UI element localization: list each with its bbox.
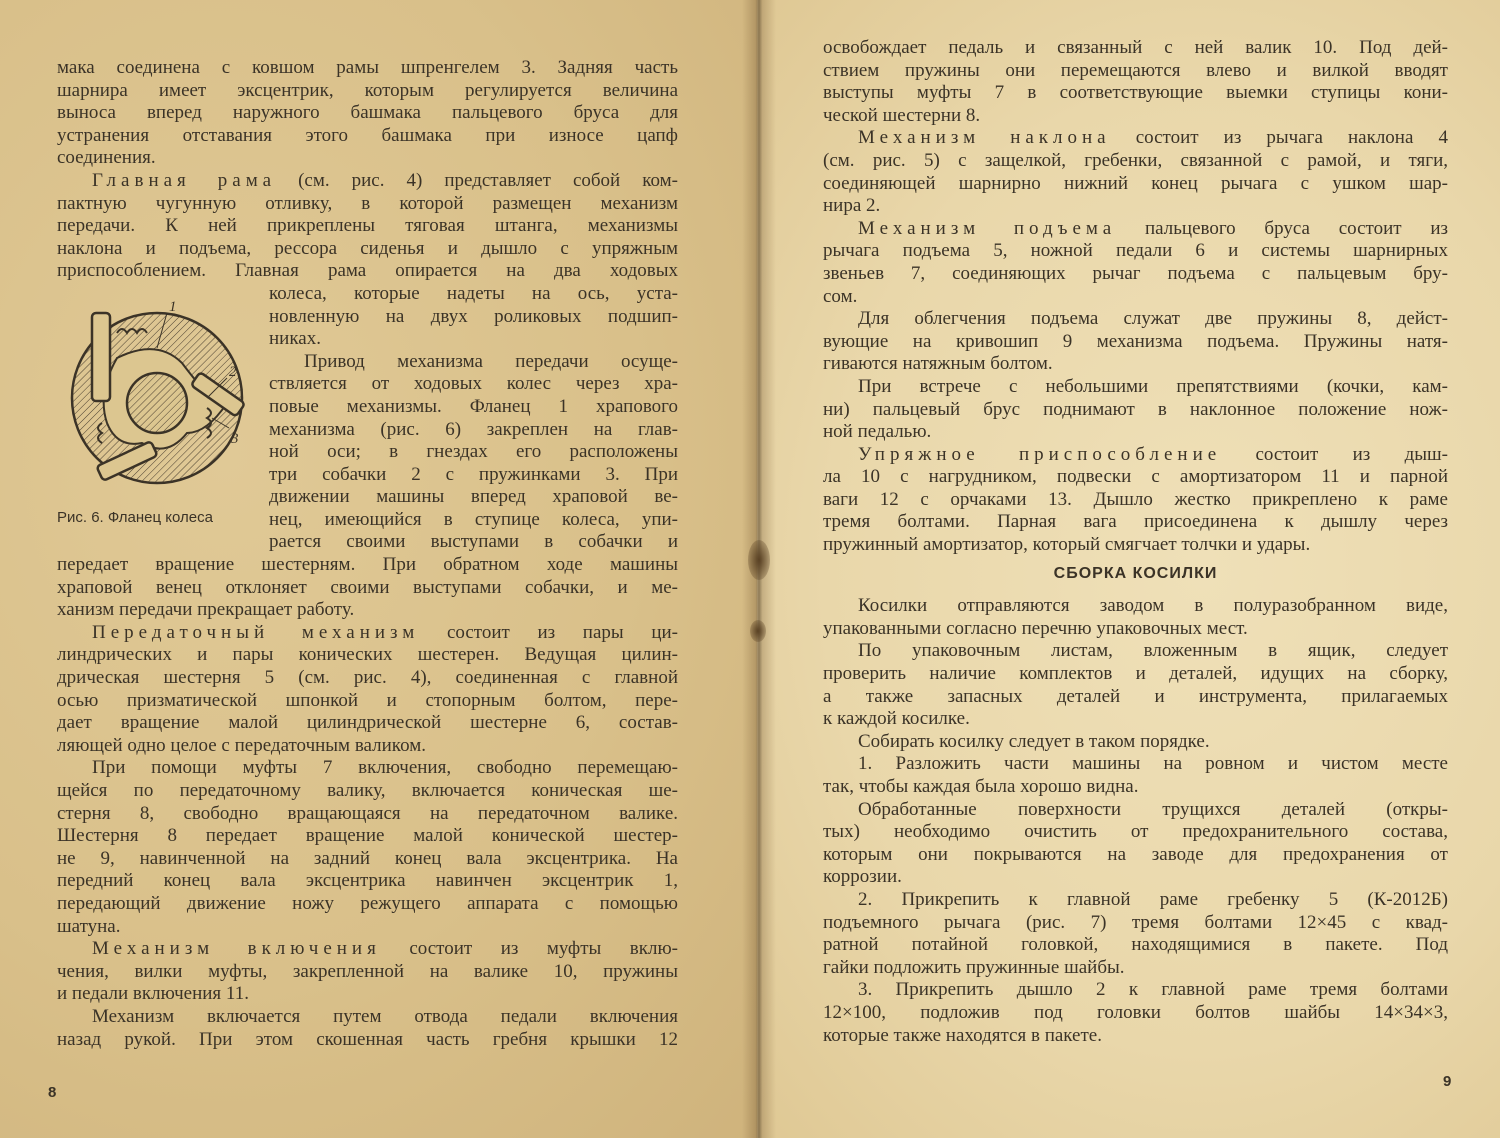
text-line	[57, 757, 678, 780]
line-text: 2. Прикрепить к главной раме гребенку 5 (К-2012Б)	[858, 888, 1448, 910]
spaced-term: Главная рама	[92, 169, 277, 191]
line-text: ствляется от ходовых колес через хра-	[269, 373, 678, 395]
line-text: ляющей одно целое с передаточным валиком.	[57, 734, 426, 756]
line-text: передачи. К ней прикреплены тяговая штанга, механизмы	[57, 215, 678, 237]
line-text: передающий движение ножу режущего аппарата с помощью	[57, 892, 678, 914]
paragraph	[57, 938, 678, 1006]
text-line	[57, 916, 678, 939]
spaced-term: Механизм включения	[92, 938, 381, 960]
figure-caption: Рис. 6. Фланец колеса	[57, 508, 213, 526]
text-line	[823, 263, 1448, 286]
text-line	[823, 308, 1448, 331]
paragraph	[823, 595, 1448, 640]
figure-label: 3	[231, 430, 239, 447]
paragraph	[823, 799, 1448, 889]
line-text: устранения отставания этого башмака при износе цапф	[57, 124, 678, 146]
text-line	[823, 618, 1448, 641]
line-text: осью призматической шпонкой и стопорным болтом, пере-	[57, 689, 678, 711]
text-line	[57, 577, 678, 600]
line-text: пальцевого бруса состоит из	[1116, 217, 1448, 239]
line-text: новленную на двух роликовых подшип-	[269, 305, 678, 327]
text-line	[823, 663, 1448, 686]
left-page-text	[57, 57, 678, 1051]
line-text: чения, вилки муфты, закрепленной на валике 10, пружины	[57, 960, 678, 982]
line-text: передний конец вала эксцентрика навинчен эксцентрик 1,	[57, 870, 678, 892]
text-line	[57, 622, 678, 645]
text-line	[57, 848, 678, 871]
line-text: 12×100, подложив под головки болтов шайбы 14×34×3,	[823, 1001, 1448, 1023]
line-text: ханизм передачи прекращает работу.	[57, 599, 355, 621]
text-line	[823, 444, 1448, 467]
text-line	[823, 731, 1448, 754]
line-text: ла 10 с нагрудником, подвески с амортизатором 11 и парной	[823, 466, 1448, 488]
text-line	[57, 57, 678, 80]
line-text: не 9, навинченной на задний конец вала эксцентрика. На	[57, 847, 678, 869]
line-text: гайки подложить пружинные шайбы.	[823, 956, 1125, 978]
paragraph	[57, 1006, 678, 1051]
line-text: 3. Прикрепить дышло 2 к главной раме тремя болтами	[858, 979, 1448, 1001]
line-text: линдрических и пары конических шестерен. Ведущая цилин-	[57, 644, 678, 666]
text-line	[823, 708, 1448, 731]
line-text: ной оси; в гнездах его расположены	[269, 441, 678, 463]
text-line	[823, 511, 1448, 534]
text-line	[57, 712, 678, 735]
text-line	[57, 147, 678, 170]
text-line	[823, 934, 1448, 957]
line-text: ратной потайной головкой, находящимися в пакете. Под	[823, 934, 1448, 956]
text-line	[823, 979, 1448, 1002]
text-line	[823, 240, 1448, 263]
text-line	[57, 170, 678, 193]
text-line	[57, 803, 678, 826]
line-text: тых) необходимо очистить от предохранительного состава,	[823, 821, 1448, 843]
line-text: и педали включения 11.	[57, 983, 249, 1005]
line-text: шарнира имеет эксцентрик, которым регулируется величина	[57, 79, 678, 101]
paragraph	[823, 218, 1448, 308]
line-text: никах.	[269, 328, 321, 350]
text-line	[57, 102, 678, 125]
text-line	[57, 80, 678, 103]
line-text: ваги 12 с орчаками 13. Дышло жестко прикреплено к раме	[823, 488, 1448, 510]
text-line	[823, 195, 1448, 218]
line-text: упакованными согласно перечню упаковочных мест.	[823, 617, 1248, 639]
paragraph	[823, 308, 1448, 376]
text-line	[823, 105, 1448, 128]
paragraph	[823, 889, 1448, 979]
text-line	[823, 889, 1448, 912]
line-text: сом.	[823, 285, 858, 307]
text-line	[823, 753, 1448, 776]
line-text: состоит из рычага наклона 4	[1110, 127, 1448, 149]
line-text: звеньев 7, соединяющих рычаг подъема с пальцевым бру-	[823, 262, 1448, 284]
text-line	[823, 399, 1448, 422]
line-text: пактную чугунную отливку, в которой размещен механизм	[57, 192, 678, 214]
line-text: гиваются натяжным болтом.	[823, 353, 1053, 375]
text-line	[823, 421, 1448, 444]
line-text: коррозии.	[823, 866, 902, 888]
text-line	[823, 844, 1448, 867]
text-line	[823, 127, 1448, 150]
text-line	[57, 554, 678, 577]
paragraph	[823, 979, 1448, 1047]
text-line	[823, 799, 1448, 822]
line-text: Шестерня 8 передает вращение малой конической шестер-	[57, 825, 678, 847]
text-line	[823, 534, 1448, 557]
line-text: нира 2.	[823, 195, 881, 217]
line-text: мака соединена с ковшом рамы шпренгелем 3. Задняя часть	[57, 57, 678, 78]
line-text: дает вращение малой цилиндрической шестерне 6, состав-	[57, 712, 678, 734]
line-text: шатуна.	[57, 915, 121, 937]
line-text: передает вращение шестерням. При обратном ходе машины	[57, 554, 678, 576]
spaced-term: Передаточный механизм	[92, 621, 420, 643]
text-line	[823, 1002, 1448, 1025]
paragraph	[57, 622, 678, 758]
line-text: подъемного рычага (рис. 7) тремя болтами 12×45 с квад-	[823, 911, 1448, 933]
line-text: состоит из муфты вклю-	[380, 938, 678, 960]
line-text: Привод механизма передачи осуще-	[304, 350, 678, 372]
line-text: щейся по передаточному валику, включается коническая ше-	[57, 780, 678, 801]
line-text: движении машины вперед храповой ве-	[269, 486, 678, 508]
paragraph	[823, 376, 1448, 444]
line-text: механизма (рис. 6) закреплен на глав-	[269, 418, 678, 440]
line-text: рается своими выступами в собачки и	[269, 531, 678, 553]
text-line	[57, 599, 678, 622]
line-text: повые механизмы. Фланец 1 храпового	[269, 395, 678, 417]
paragraph	[823, 640, 1448, 730]
line-text: Собирать косилку следует в таком порядке.	[858, 730, 1210, 752]
line-text: назад рукой. При этом скошенная часть гребня крышки 12	[57, 1028, 678, 1050]
wheel-flange-drawing	[57, 283, 269, 503]
text-line	[823, 173, 1448, 196]
line-text: (см. рис. 5) с защелкой, гребенки, связанной с рамой, и тяги,	[823, 149, 1448, 171]
text-line	[57, 690, 678, 713]
line-text: колеса, которые надеты на ось, уста-	[269, 282, 678, 304]
line-text: ческой шестерни 8.	[823, 104, 981, 126]
line-text: Механизм включается путем отвода педали включения	[92, 1005, 678, 1027]
paragraph	[823, 127, 1448, 217]
text-line	[823, 82, 1448, 105]
line-text: рычага подъема 5, ножной педали 6 и системы шарнирных	[823, 240, 1448, 262]
text-line	[57, 260, 678, 283]
text-line	[823, 218, 1448, 241]
text-line	[823, 595, 1448, 618]
line-text: При встрече с небольшими препятствиями (кочки, кам-	[858, 375, 1448, 397]
figure-label: 2	[229, 363, 237, 380]
text-line	[823, 150, 1448, 173]
stain	[748, 540, 770, 580]
stain	[750, 620, 766, 642]
text-line	[57, 644, 678, 667]
line-text: состоит из пары ци-	[419, 621, 678, 643]
line-text: к каждой косилке.	[823, 708, 970, 730]
page-number: 9	[1443, 1073, 1452, 1090]
text-line	[57, 125, 678, 148]
line-text: приспособлением. Главная рама опирается на два ходовых	[57, 260, 678, 282]
line-text: Косилки отправляются заводом в полуразобранном виде,	[858, 595, 1448, 617]
line-text: ни) пальцевый брус поднимают в наклонное положение нож-	[823, 398, 1448, 420]
line-text: так, чтобы каждая была хорошо видна.	[823, 776, 1139, 797]
text-line	[57, 238, 678, 261]
text-line	[823, 466, 1448, 489]
text-line	[57, 193, 678, 216]
line-text: ной педалью.	[823, 421, 932, 443]
line-text: соединения.	[57, 147, 156, 169]
line-text: а также запасных деталей и инструмента, прилагаемых	[823, 685, 1448, 707]
section-heading: СБОРКА КОСИЛКИ	[1053, 564, 1218, 582]
line-text: Для облегчения подъема служат две пружины 8, дейст-	[858, 308, 1448, 330]
paragraph	[823, 731, 1448, 754]
line-text: Обработанные поверхности трущихся деталей (откры-	[858, 798, 1448, 820]
text-line	[57, 215, 678, 238]
text-line	[823, 376, 1448, 399]
line-text: которые также находятся в пакете.	[823, 1024, 1102, 1046]
line-text: тремя болтами. Парная вага присоединена к дышлу через	[823, 511, 1448, 533]
text-line	[57, 938, 678, 961]
text-line	[823, 957, 1448, 980]
text-line	[823, 821, 1448, 844]
paragraph	[57, 57, 678, 170]
paragraph	[823, 753, 1448, 798]
text-line	[823, 331, 1448, 354]
text-line	[57, 667, 678, 690]
line-text: стерня 8, свободно вращающаяся на передаточном валике.	[57, 802, 678, 824]
text-line	[823, 353, 1448, 376]
spaced-term: Механизм наклона	[858, 127, 1111, 149]
line-text: выноса вперед наружного башмака пальцевого бруса для	[57, 102, 678, 124]
text-line	[823, 640, 1448, 663]
figure-6-wheel-flange	[57, 283, 269, 554]
text-line	[823, 686, 1448, 709]
text-line	[57, 961, 678, 984]
text-line	[823, 286, 1448, 309]
line-text: ствием пружины они перемещаются влево и вилкой вводят	[823, 59, 1448, 81]
line-text: По упаковочным листам, вложенным в ящик, следует	[858, 640, 1448, 662]
text-line	[57, 1006, 678, 1029]
text-line	[823, 866, 1448, 889]
paragraph	[823, 444, 1448, 557]
line-text: При помощи муфты 7 включения, свободно перемещаю-	[92, 757, 678, 779]
line-text: состоит из дыш-	[1221, 443, 1448, 465]
line-text: нец, имеющийся в ступице колеса, упи-	[269, 508, 678, 530]
text-line	[57, 780, 678, 803]
line-text: 1. Разложить части машины на ровном и чистом месте	[858, 753, 1448, 775]
line-text: которым они покрываются на заводе для предохранения от	[823, 843, 1448, 865]
paragraph	[823, 37, 1448, 127]
page-number: 8	[48, 1084, 57, 1101]
text-line	[823, 776, 1448, 799]
right-page-text	[823, 37, 1448, 1047]
text-line	[823, 1025, 1448, 1048]
line-text: вующие на кривошип 9 механизма подъема. Пружины натя-	[823, 330, 1448, 352]
text-line	[57, 983, 678, 1006]
text-line	[57, 893, 678, 916]
text-line	[823, 489, 1448, 512]
line-text: (см. рис. 4) представляет собой ком-	[276, 169, 678, 191]
text-line	[823, 60, 1448, 83]
line-text: пружинный амортизатор, который смягчает толчки и удары.	[823, 534, 1311, 556]
text-line	[57, 825, 678, 848]
figure-label: 1	[169, 298, 177, 315]
line-text: наклона и подъема, рессора сиденья и дышло с упряжным	[57, 237, 678, 259]
spaced-term: Механизм подъема	[858, 217, 1117, 239]
text-line	[57, 1029, 678, 1052]
paragraph	[57, 757, 678, 938]
text-line	[823, 37, 1448, 60]
line-text: освобождает педаль и связанный с ней валик 10. Под дей-	[823, 37, 1448, 58]
line-text: выступы муфты 7 в соответствующие выемки ступицы кони-	[823, 82, 1448, 104]
line-text: дрическая шестерня 5 (см. рис. 4), соединенная с главной	[57, 667, 678, 689]
text-line	[57, 870, 678, 893]
line-text: три собачки 2 с пружинками 3. При	[269, 463, 678, 485]
line-text: соединяющей шарнирно нижний конец рычага с ушком шар-	[823, 172, 1448, 194]
text-line	[823, 912, 1448, 935]
spaced-term: Упряжное приспособление	[858, 443, 1222, 465]
text-line	[57, 735, 678, 758]
line-text: проверить наличие комплектов и деталей, идущих на сборку,	[823, 663, 1448, 685]
line-text: храповой венец отклоняет своими выступами собачки, и ме-	[57, 576, 678, 598]
